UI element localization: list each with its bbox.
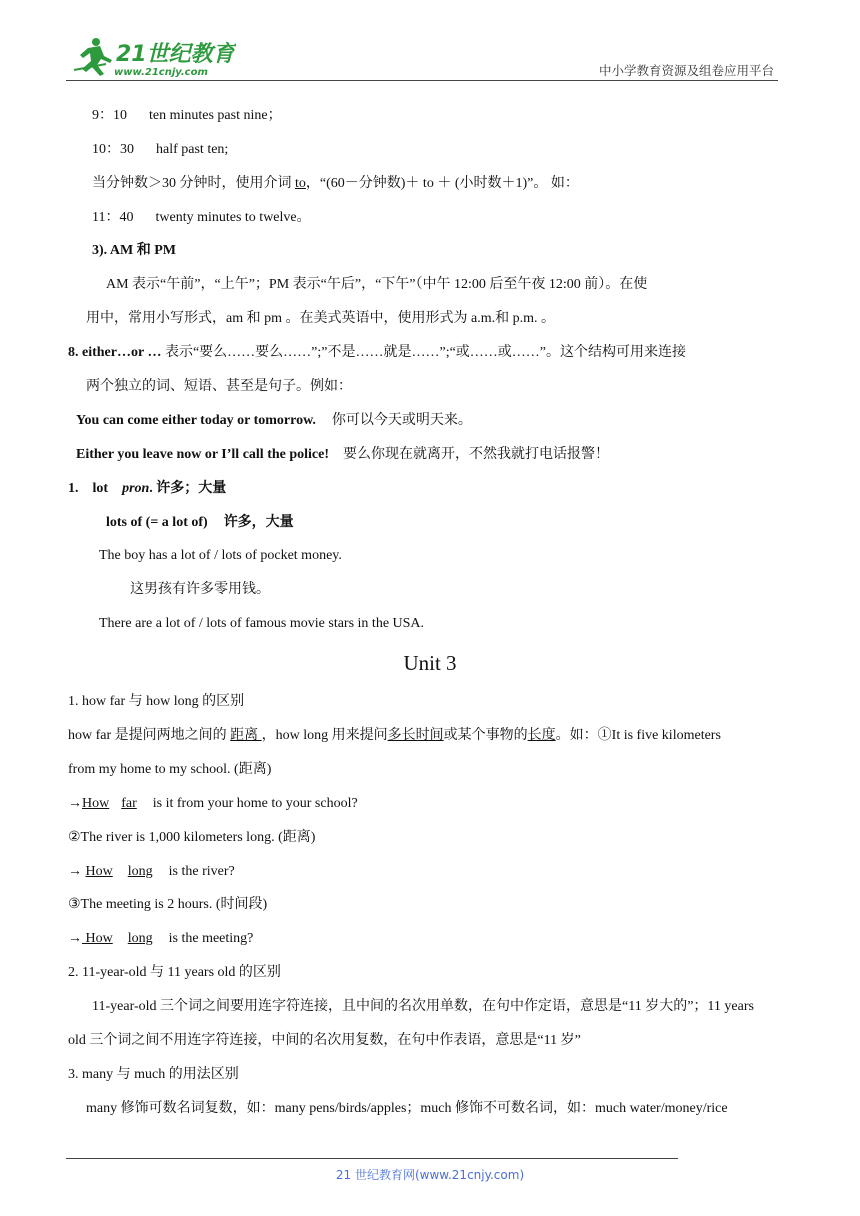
how-far-explanation: how far 是提问两地之间的 距离 ，how long 用来提问多长时间或某个事物的长度。如：①It is five kilometers (68, 728, 721, 743)
section-year-old: 2. 11-year-old 与 11 years old 的区别 (68, 965, 281, 980)
year-old-explanation: 11-year-old 三个词之间要用连字符连接，且中间的名次用单数，在句中作定语，意思是“11 岁大的”；11 years (92, 999, 754, 1014)
heading-lot: 1. lot pron. 许多；大量 (68, 481, 227, 496)
logo-text: 21世纪教育 (116, 42, 235, 67)
time-example-1: 9：10 ten minutes past nine； (92, 108, 282, 123)
example-river: ②The river is 1,000 kilometers long. (距离) (68, 830, 316, 845)
either-or-rule: 8. either…or … 表示“要么……要么……”;”不是……就是……”;“或……或……”。这个结构可用来连接 (68, 345, 687, 360)
rule-past-thirty: 当分钟数＞30 分钟时，使用介词 to，“(60－分钟数)＋ to ＋ (小时数＋1)”。 如： (92, 176, 579, 191)
either-or-rule-cont: 两个独立的词、短语、甚至是句子。例如： (86, 379, 352, 394)
logo-21cnjy (66, 34, 236, 78)
example-lot-1: The boy has a lot of / lots of pocket money. (99, 548, 342, 563)
page-header (66, 28, 778, 80)
example-lot-2: There are a lot of / lots of famous movie stars in the USA. (99, 616, 425, 631)
example-either-2: Either you leave now or I’ll call the police! 要么你现在就离开，不然我就打电话报警！ (76, 447, 610, 462)
time-example-3: 11：40 twenty minutes to twelve。 (92, 210, 311, 225)
many-much-explanation: many 修饰可数名词复数，如：many pens/birds/apples；much 修饰不可数名词，如：much water/money/rice (86, 1101, 728, 1116)
how-far-explanation-cont: from my home to my school. (距离) (68, 762, 272, 777)
unit-title: Unit 3 (403, 651, 457, 675)
platform-name: 中小学教育资源及组卷应用平台 (598, 63, 774, 78)
header-divider (66, 80, 778, 81)
logo-url: www.21cnjy.com (114, 67, 208, 78)
paragraph-am-pm-1: AM 表示“午前”，“上午”；PM 表示“午后”，“下午”（中午 12:00 后至午夜 12:00 前）。在使 (106, 277, 648, 292)
footer-divider (66, 1158, 678, 1159)
lots-of-definition: lots of (= a lot of) 许多，大量 (106, 515, 294, 530)
example-either-1: You can come either today or tomorrow. 你可以今天或明天来。 (76, 413, 472, 428)
paragraph-am-pm-2: 用中，常用小写形式，am 和 pm 。在美式英语中，使用形式为 a.m.和 p.m. 。 (86, 311, 555, 326)
example-meeting: ③The meeting is 2 hours. (时间段) (68, 897, 268, 912)
example-lot-1-translation: 这男孩有许多零用钱。 (130, 582, 270, 597)
answer-how-long-river: → How long is the river? (68, 864, 235, 879)
footer-link[interactable]: 21 世纪教育网(www.21cnjy.com) (335, 1168, 525, 1182)
answer-how-far: →How far is it from your home to your school? (68, 796, 358, 811)
time-example-2: 10：30 half past ten; (92, 142, 229, 157)
year-old-explanation-cont: old 三个词之间不用连字符连接，中间的名次用复数，在句中作表语，意思是“11 岁” (68, 1033, 581, 1048)
section-how-far-long: 1. how far 与 how long 的区别 (68, 694, 245, 709)
heading-am-pm: 3). AM 和 PM (92, 243, 176, 258)
answer-how-long-meeting: → How long is the meeting? (68, 931, 254, 946)
section-many-much: 3. many 与 much 的用法区别 (68, 1067, 239, 1082)
